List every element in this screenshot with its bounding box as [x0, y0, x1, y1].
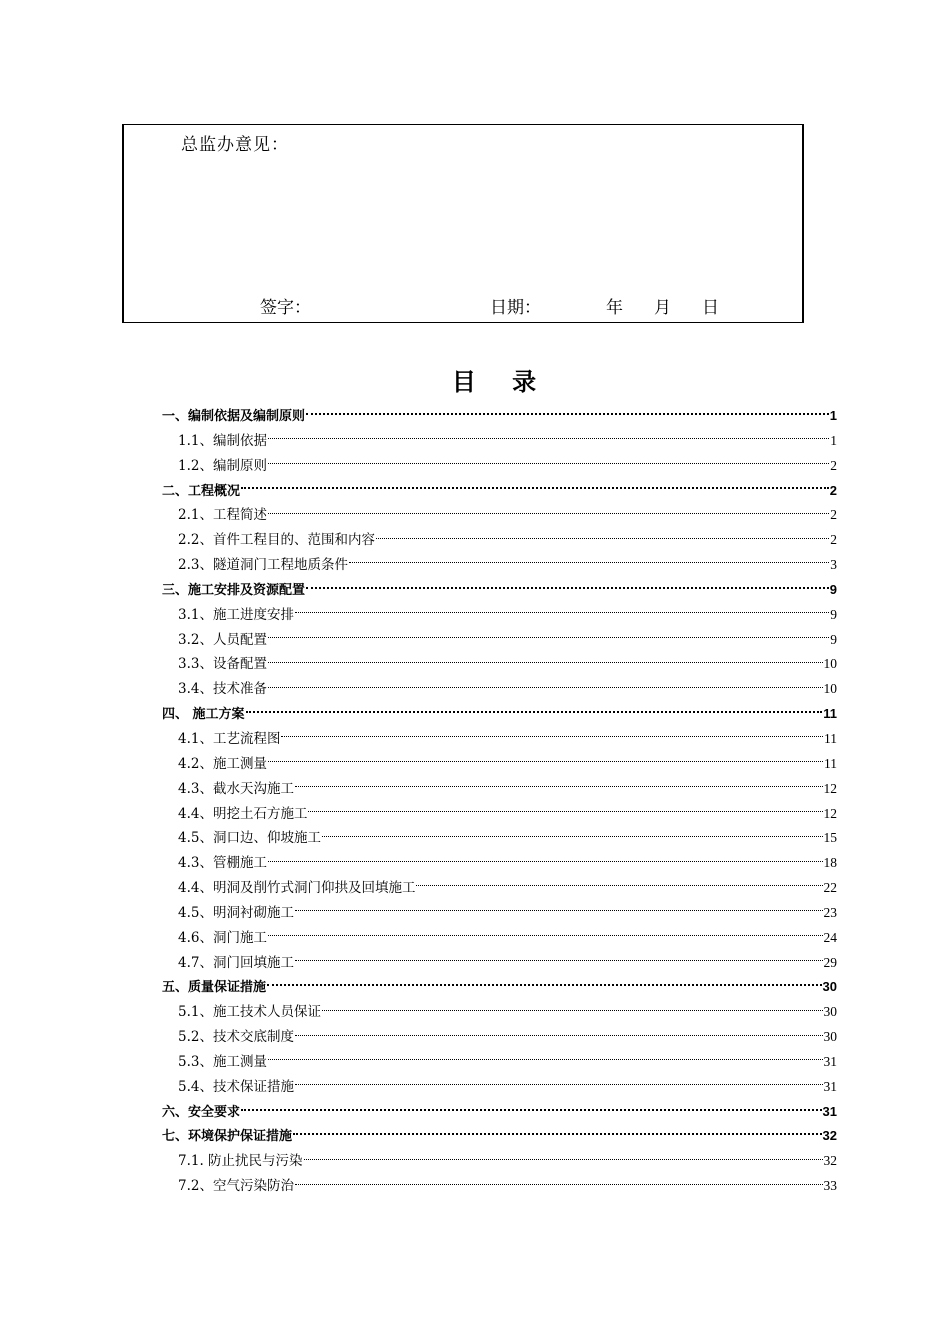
toc-entry-page: 11: [824, 755, 837, 771]
toc-entry-page: 15: [823, 830, 837, 846]
toc-entry-title: 3.2、人员配置: [178, 631, 267, 648]
toc-entry-title: 3.4、技术准备: [178, 681, 267, 698]
toc-dot-leader: [241, 486, 829, 489]
toc-section-entry[interactable]: [162, 975, 837, 1000]
toc-subsection-entry[interactable]: [162, 1075, 837, 1100]
toc-entry-title: 4.7、洞门回填施工: [178, 954, 294, 971]
date-day-unit: 日: [702, 298, 719, 318]
toc-entry-page: 30: [822, 979, 837, 995]
toc-entry-page: 3: [830, 557, 837, 573]
toc-entry-title: 4.3、截水天沟施工: [178, 780, 294, 797]
toc-section-entry[interactable]: [162, 702, 837, 727]
toc-section-entry[interactable]: [162, 479, 837, 504]
toc-dot-leader: [295, 1183, 823, 1185]
toc-subsection-entry[interactable]: [162, 777, 837, 802]
toc-entry-page: 9: [830, 631, 837, 647]
toc-subsection-entry[interactable]: [162, 1149, 837, 1174]
opinion-label: 总监办意见：: [181, 135, 289, 155]
toc-dot-leader: [268, 760, 823, 762]
toc-dot-leader: [376, 537, 829, 539]
toc-dot-leader: [268, 860, 823, 862]
toc-entry-title: 3.1、施工进度安排: [178, 606, 294, 623]
toc-entry-title: 7.1. 防止扰民与污染: [178, 1153, 303, 1170]
toc-entry-page: 11: [823, 706, 837, 722]
toc-dot-leader: [308, 810, 822, 812]
toc-entry-page: 12: [823, 805, 837, 821]
toc-entry-title: 4.3、管棚施工: [178, 855, 267, 872]
toc-entry-title: 4.5、洞口边、仰坡施工: [178, 830, 321, 847]
toc-subsection-entry[interactable]: [162, 802, 837, 827]
toc-entry-title: 5.2、技术交底制度: [178, 1029, 294, 1046]
date-year-unit: 年: [606, 298, 623, 318]
toc-entry-title: 一、编制依据及编制原则: [162, 409, 306, 424]
toc-subsection-entry[interactable]: [162, 553, 837, 578]
toc-subsection-entry[interactable]: [162, 1000, 837, 1025]
toc-subsection-entry[interactable]: [162, 528, 837, 553]
toc-entry-page: 1: [829, 408, 837, 423]
toc-entry-page: 11: [824, 730, 837, 746]
toc-entry-page: 2: [830, 532, 837, 548]
toc-entry-title: 三、施工安排及资源配置: [162, 582, 306, 598]
toc-dot-leader: [293, 1132, 822, 1135]
toc-entry-page: 23: [823, 904, 837, 920]
toc-dot-leader: [268, 934, 823, 936]
toc-section-entry[interactable]: [162, 578, 837, 603]
toc-dot-leader: [295, 611, 829, 613]
toc-subsection-entry[interactable]: [162, 652, 837, 677]
toc-entry-page: 2: [830, 507, 837, 523]
toc-dot-leader: [246, 710, 823, 713]
toc-entry-page: 2: [829, 482, 837, 498]
toc-dot-leader: [416, 884, 822, 886]
toc-subsection-entry[interactable]: [162, 677, 837, 702]
toc-subsection-entry[interactable]: [162, 901, 837, 926]
toc-subsection-entry[interactable]: [162, 429, 837, 454]
toc-entry-title: 4.4、明挖土石方施工: [178, 805, 308, 822]
toc-entry-title: 六、安全要求: [162, 1104, 241, 1120]
toc-entry-title: 1.1、编制依据: [178, 432, 267, 449]
toc-entry-title: 3.3、设备配置: [178, 656, 267, 673]
toc-entry-title: 4.6、洞门施工: [178, 929, 267, 946]
toc-entry-title: 5.3、施工测量: [178, 1053, 267, 1070]
toc-entry-title: 4.5、明洞衬砌施工: [178, 904, 294, 921]
toc-entry-page: 29: [823, 954, 837, 970]
toc-subsection-entry[interactable]: [162, 826, 837, 851]
toc-dot-leader: [295, 1034, 823, 1036]
toc-dot-leader: [304, 1158, 823, 1160]
toc-subsection-entry[interactable]: [162, 951, 837, 976]
toc-subsection-entry[interactable]: [162, 503, 837, 528]
toc-subsection-entry[interactable]: [162, 926, 837, 951]
toc-entry-page: 9: [830, 606, 837, 622]
toc-section-entry[interactable]: [162, 404, 837, 429]
toc-dot-leader: [268, 686, 823, 688]
toc-entry-title: 2.3、隧道洞门工程地质条件: [178, 557, 348, 574]
toc-dot-leader: [322, 1009, 823, 1011]
toc-dot-leader: [295, 909, 823, 911]
toc-entry-page: 9: [829, 581, 837, 597]
toc-entry-title: 7.2、空气污染防治: [178, 1178, 294, 1195]
toc-dot-leader: [241, 1108, 822, 1111]
toc-dot-leader: [268, 661, 823, 663]
toc-entry-page: 18: [823, 855, 837, 871]
toc-section-entry[interactable]: [162, 1124, 837, 1149]
toc-entry-title: 五、质量保证措施: [162, 980, 267, 996]
toc-dot-leader: [268, 462, 829, 464]
toc-entry-page: 32: [823, 1153, 837, 1169]
toc-list: [162, 404, 837, 1199]
signature-label: 签字：: [260, 298, 311, 318]
toc-entry-page: 10: [823, 681, 837, 697]
toc-entry-title: 4.4、明洞及削竹式洞门仰拱及回填施工: [178, 880, 416, 897]
date-month-unit: 月: [654, 298, 671, 318]
toc-entry-page: 32: [822, 1128, 837, 1144]
toc-dot-leader: [306, 412, 829, 415]
toc-entry-title: 1.2、编制原则: [178, 457, 267, 474]
toc-entry-page: 22: [823, 880, 837, 896]
toc-subsection-entry[interactable]: [162, 727, 837, 752]
toc-entry-title: 2.1、工程简述: [178, 507, 267, 524]
toc-entry-title: 4.1、工艺流程图: [178, 730, 281, 747]
toc-entry-page: 2: [830, 457, 837, 473]
toc-subsection-entry[interactable]: [162, 752, 837, 777]
toc-subsection-entry[interactable]: [162, 603, 837, 628]
date-label: 日期：: [490, 298, 541, 318]
toc-dot-leader: [349, 561, 829, 563]
toc-dot-leader: [268, 512, 829, 514]
toc-subsection-entry[interactable]: [162, 628, 837, 653]
toc-entry-page: 30: [823, 1029, 837, 1045]
toc-entry-page: 10: [823, 656, 837, 672]
toc-dot-leader: [268, 1058, 823, 1060]
toc-entry-title: 5.1、施工技术人员保证: [178, 1004, 321, 1021]
toc-entry-page: 31: [823, 1078, 837, 1094]
toc-subsection-entry[interactable]: [162, 1025, 837, 1050]
toc-dot-leader: [268, 437, 829, 439]
toc-dot-leader: [267, 983, 822, 986]
toc-dot-leader: [306, 586, 829, 589]
toc-entry-title: 2.2、首件工程目的、范围和内容: [178, 532, 375, 549]
toc-entry-title: 七、环境保护保证措施: [162, 1129, 293, 1145]
toc-dot-leader: [281, 735, 823, 737]
toc-entry-title: 二、工程概况: [162, 483, 241, 499]
toc-entry-page: 31: [823, 1053, 837, 1069]
toc-subsection-entry[interactable]: [162, 454, 837, 479]
toc-subsection-entry[interactable]: [162, 1050, 837, 1075]
toc-subsection-entry[interactable]: [162, 851, 837, 876]
toc-entry-title: 四、 施工方案: [162, 707, 245, 723]
toc-entry-title: 4.2、施工测量: [178, 755, 267, 772]
toc-dot-leader: [295, 959, 823, 961]
toc-dot-leader: [322, 835, 823, 837]
toc-entry-page: 30: [823, 1004, 837, 1020]
toc-entry-title: 5.4、技术保证措施: [178, 1078, 294, 1095]
toc-dot-leader: [295, 785, 823, 787]
supervisor-opinion-box: [122, 124, 804, 323]
toc-entry-page: 31: [822, 1103, 837, 1119]
toc-dot-leader: [295, 1083, 823, 1085]
toc-section-entry[interactable]: [162, 1100, 837, 1125]
toc-entry-page: 24: [823, 929, 837, 945]
toc-entry-page: 12: [823, 780, 837, 796]
toc-dot-leader: [268, 636, 829, 638]
toc-title: 目 录: [451, 367, 551, 396]
toc-subsection-entry[interactable]: [162, 876, 837, 901]
toc-subsection-entry[interactable]: [162, 1174, 837, 1199]
toc-entry-page: 33: [823, 1178, 837, 1194]
toc-entry-page: 1: [830, 432, 837, 448]
